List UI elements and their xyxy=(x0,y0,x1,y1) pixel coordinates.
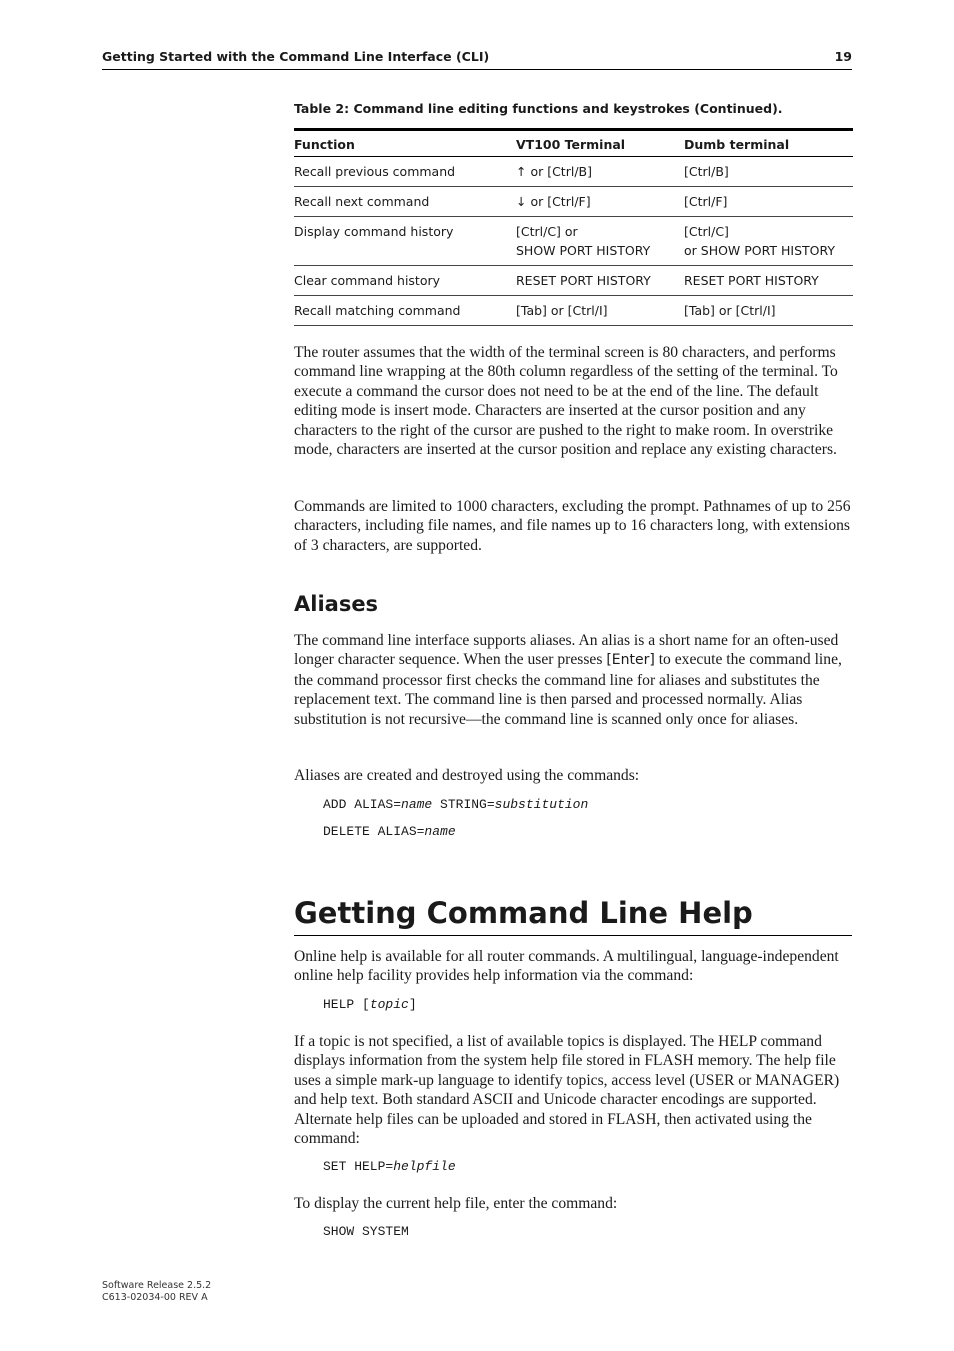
table-header-row xyxy=(294,130,853,157)
paragraph-aliases-commands: Aliases are created and destroyed using the commands: xyxy=(294,767,640,784)
table-row xyxy=(294,266,853,296)
code-text: DELETE ALIAS= xyxy=(323,824,425,839)
paragraph-display-help: To display the current help file, enter the command: xyxy=(294,1195,618,1212)
chapter-heading-help: Getting Command Line Help xyxy=(294,893,852,936)
paragraph-aliases-intro xyxy=(294,631,854,729)
cell-function: Recall previous command xyxy=(294,157,516,187)
code-delete-alias xyxy=(323,824,456,839)
section-heading-aliases: Aliases xyxy=(294,592,379,616)
code-help xyxy=(323,997,417,1012)
paragraph-command-limits: Commands are limited to 1000 characters, excluding the prompt. Pathnames of up to 256 characters, including file names, and file names up to 16 characters long, with extensions of 3 characters, are supported. xyxy=(294,498,851,554)
cell-vt100-line1: [Ctrl/C] or xyxy=(516,224,578,239)
paragraph-help-file: If a topic is not specified, a list of available topics is displayed. The HELP command displays information from the system help file stored in FLASH memory. The help file uses a simple mark-up language to identify topics, access level (USER or MANAGER) and help text. Both standard ASCII and Unicode character encodings are supported. Alternate help files can be uploaded and stored in FLASH, then activated using the command: xyxy=(294,1033,840,1148)
page-footer xyxy=(102,1280,211,1304)
running-header-title: Getting Started with the Command Line Interface (CLI) xyxy=(102,49,490,64)
aliases-intro-text-1: The command line interface supports aliases. An alias is a short name for an often-used longer character sequence. When the user presses xyxy=(294,632,839,669)
cell-vt100: RESET PORT HISTORY xyxy=(516,266,684,296)
cell-vt100: ↓ or [Ctrl/F] xyxy=(516,187,684,217)
cell-vt100-line2: SHOW PORT HISTORY xyxy=(516,243,651,258)
cell-dumb: [Ctrl/F] xyxy=(684,187,853,217)
column-header-function: Function xyxy=(294,130,516,157)
code-text: STRING= xyxy=(432,797,495,812)
code-text: ADD ALIAS= xyxy=(323,797,402,812)
cell-dumb: [Tab] or [Ctrl/I] xyxy=(684,296,853,326)
code-param: helpfile xyxy=(393,1159,456,1174)
cell-function: Recall next command xyxy=(294,187,516,217)
code-add-alias xyxy=(323,797,588,812)
code-param: substitution xyxy=(494,797,589,812)
code-text: SET HELP= xyxy=(323,1159,394,1174)
code-set-help xyxy=(323,1159,456,1174)
table-row xyxy=(294,187,853,217)
code-param: name xyxy=(424,824,456,839)
column-header-dumb: Dumb terminal xyxy=(684,130,853,157)
footer-doc-number: C613-02034-00 REV A xyxy=(102,1292,208,1303)
code-param: topic xyxy=(369,997,409,1012)
column-header-vt100: VT100 Terminal xyxy=(516,130,684,157)
cell-dumb-line2: or SHOW PORT HISTORY xyxy=(684,243,836,258)
running-header xyxy=(102,47,852,70)
cell-function: Clear command history xyxy=(294,266,516,296)
aliases-intro-text-2: to execute the command line, the command processor first checks the command line for aliases and substitutes the replacement text. The command line is then parsed and processed normally. Alias substitution is not recursive—the command line is scanned only once for aliases. xyxy=(294,651,842,728)
code-text: ] xyxy=(408,997,417,1012)
cell-dumb: [Ctrl/B] xyxy=(684,157,853,187)
code-show-system: SHOW SYSTEM xyxy=(323,1224,409,1239)
code-param: name xyxy=(401,797,433,812)
table-row xyxy=(294,296,853,326)
table-row xyxy=(294,217,853,266)
cell-vt100: ↑ or [Ctrl/B] xyxy=(516,157,684,187)
page-number: 19 xyxy=(834,49,852,64)
enter-key-label: [Enter] xyxy=(606,652,655,669)
paragraph-terminal-width: The router assumes that the width of the terminal screen is 80 characters, and performs command line wrapping at the 80th column regardless of the setting of the terminal. To execute a command the cursor does not need to be at the end of the line. The default editing mode is insert mode. Characters are inserted at the cursor position and any characters to the right of the cursor are pushed to the right to make room. In overstrike mode, characters are inserted at the cursor position and replace any existing characters. xyxy=(294,344,838,459)
editing-keystrokes-table xyxy=(294,128,853,326)
cell-dumb xyxy=(684,217,853,266)
paragraph-help-intro: Online help is available for all router commands. A multilingual, language-independent online help facility provides help information via the command: xyxy=(294,948,839,985)
table-caption: Table 2: Command line editing functions and keystrokes (Continued). xyxy=(294,101,783,116)
cell-dumb: RESET PORT HISTORY xyxy=(684,266,853,296)
cell-function: Display command history xyxy=(294,217,516,266)
table-row xyxy=(294,157,853,187)
code-text: HELP [ xyxy=(323,997,370,1012)
cell-dumb-line1: [Ctrl/C] xyxy=(684,224,729,239)
cell-function: Recall matching command xyxy=(294,296,516,326)
cell-vt100 xyxy=(516,217,684,266)
cell-vt100: [Tab] or [Ctrl/I] xyxy=(516,296,684,326)
footer-release: Software Release 2.5.2 xyxy=(102,1280,212,1291)
